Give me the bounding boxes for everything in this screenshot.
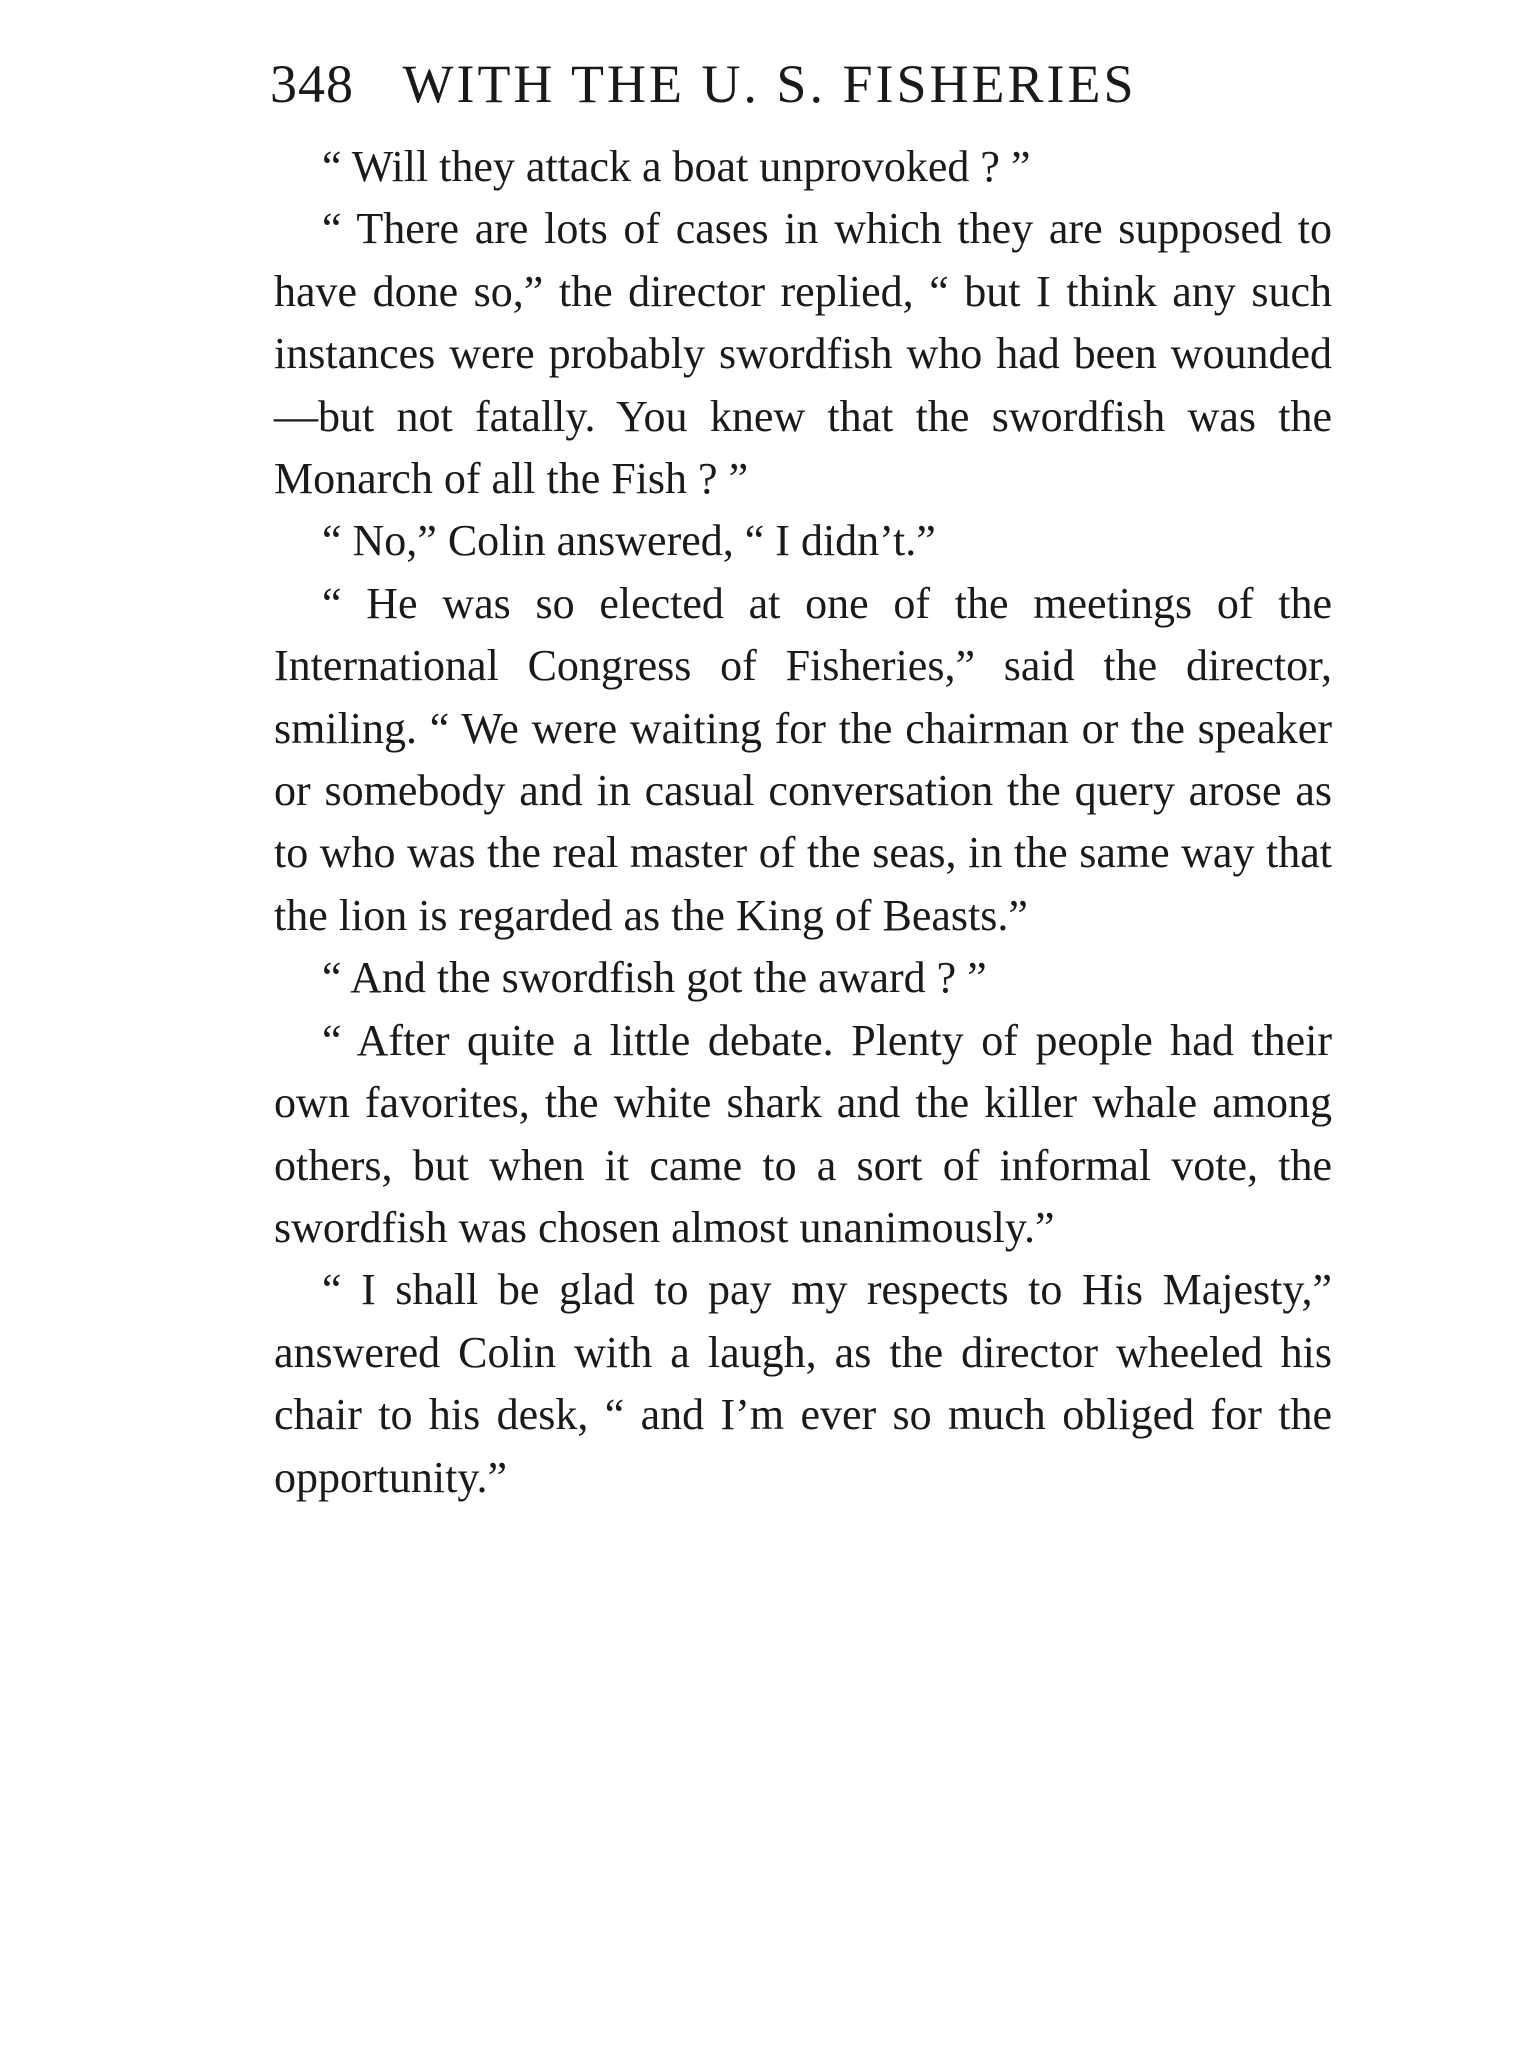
paragraph-7: “ I shall be glad to pay my respects to His Majesty,” answered Colin with a laugh, as the director wheeled his chair to his desk, “ and I’m ever so much obliged for the opportunity.”	[274, 1265, 1332, 1502]
page-header	[270, 44, 1332, 124]
body-text	[274, 136, 1332, 1509]
paragraph-3: “ No,” Colin answered, “ I didn’t.”	[322, 516, 936, 566]
running-title: WITH THE U. S. FISHERIES	[402, 54, 1137, 114]
paragraph-1: “ Will they attack a boat unprovoked ? ”	[322, 142, 1031, 191]
paragraph-4: “ He was so elected at one of the meetings of the International Congress of Fisheries,” said the director, smiling. “ We were waiting for the chairman or the speaker or somebody and in casual conversation the query arose as to who was the real master of the seas, in the same way that the lion is regarded as the King of Beasts.”	[274, 578, 1332, 940]
page-number: 348	[270, 54, 354, 114]
paragraph-5: “ And the swordfish got the award ? ”	[322, 953, 987, 1003]
paragraph-2: “ There are lots of cases in which they are supposed to have done so,” the director replied, “ but I think any such instances were probably swordfish who had been wounded—but not fatally. You knew that the swordfish was the Monarch of all the Fish ? ”	[274, 204, 1332, 504]
paragraph-6: “ After quite a little debate. Plenty of people had their own favorites, the white shark and the killer whale among others, but when it came to a sort of informal vote, the swordfish was chosen almost unanimously.”	[274, 1015, 1332, 1252]
